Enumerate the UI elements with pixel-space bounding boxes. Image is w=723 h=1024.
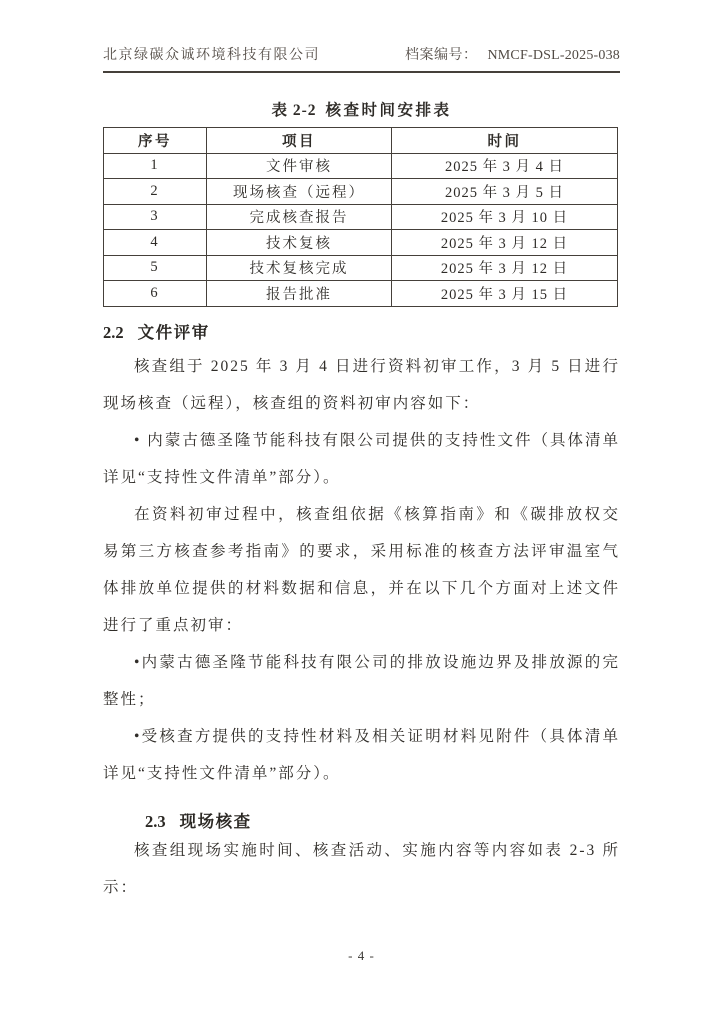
table-header-row <box>104 128 618 154</box>
table-cell: 2025 年 3 月 10 日 <box>392 204 618 230</box>
table-row <box>104 255 618 281</box>
archive-number-value: NMCF-DSL-2025-038 <box>487 48 620 63</box>
section-title: 现场核查 <box>179 811 252 831</box>
bullet-item: • 内蒙古德圣隆节能科技有限公司提供的支持性文件（具体清单详见“支持性文件清单”部分）。 <box>103 431 620 486</box>
table-cell: 现场核查（远程） <box>207 179 392 205</box>
table-row <box>104 230 618 256</box>
section-heading-2-2 <box>103 319 620 343</box>
archive-number-label: 档案编号： <box>404 48 478 63</box>
table-cell: 技术复核 <box>207 230 392 256</box>
paragraph: 核查组现场实施时间、核查活动、实施内容等内容如表 2-3 所示： <box>103 841 620 896</box>
paragraph: 核查组于 2025 年 3 月 4 日进行资料初审工作，3 月 5 日进行现场核查（远程），核查组的资料初审内容如下： <box>103 357 620 412</box>
table-cell: 2025 年 3 月 5 日 <box>392 179 618 205</box>
company-name: 北京绿碳众诚环境科技有限公司 <box>103 48 320 63</box>
bullet-item: •受核查方提供的支持性材料及相关证明材料见附件（具体清单详见“支持性文件清单”部分）。 <box>103 727 620 782</box>
page-number: - 4 - <box>348 948 375 963</box>
table-cell: 技术复核完成 <box>207 255 392 281</box>
table-cell: 2 <box>104 179 207 205</box>
table-cell: 3 <box>104 204 207 230</box>
column-header-no: 序号 <box>104 128 207 154</box>
table-cell: 2025 年 3 月 15 日 <box>392 281 618 307</box>
table-cell: 4 <box>104 230 207 256</box>
schedule-table <box>103 127 618 307</box>
table-cell: 2025 年 3 月 4 日 <box>392 153 618 179</box>
table-caption <box>103 98 620 120</box>
table-row <box>104 153 618 179</box>
section-number: 2.3 <box>145 811 166 831</box>
column-header-time: 时间 <box>392 128 618 154</box>
table-caption-number: 表 2-2 <box>271 102 317 119</box>
table-cell: 文件审核 <box>207 153 392 179</box>
archive-number <box>405 44 620 64</box>
table-row <box>104 281 618 307</box>
schedule-table-body <box>104 153 618 306</box>
section-title: 文件评审 <box>137 322 210 342</box>
table-cell: 完成核查报告 <box>207 204 392 230</box>
table-row <box>104 204 618 230</box>
table-cell: 5 <box>104 255 207 281</box>
section-heading-2-3 <box>145 808 620 832</box>
table-cell: 报告批准 <box>207 281 392 307</box>
table-cell: 2025 年 3 月 12 日 <box>392 230 618 256</box>
paragraph: 在资料初审过程中，核查组依据《核算指南》和《碳排放权交易第三方核查参考指南》的要求，采用标准的核查方法评审温室气体排放单位提供的材料数据和信息，并在以下几个方面对上述文件进行了重点初审： <box>103 505 620 634</box>
section-number: 2.2 <box>103 322 124 342</box>
bullet-item: •内蒙古德圣隆节能科技有限公司的排放设施边界及排放源的完整性； <box>103 653 620 708</box>
table-cell: 1 <box>104 153 207 179</box>
table-cell: 6 <box>104 281 207 307</box>
table-row <box>104 179 618 205</box>
table-caption-text: 核查时间安排表 <box>325 102 452 119</box>
column-header-item: 项目 <box>207 128 392 154</box>
table-cell: 2025 年 3 月 12 日 <box>392 255 618 281</box>
page-header <box>103 44 620 73</box>
